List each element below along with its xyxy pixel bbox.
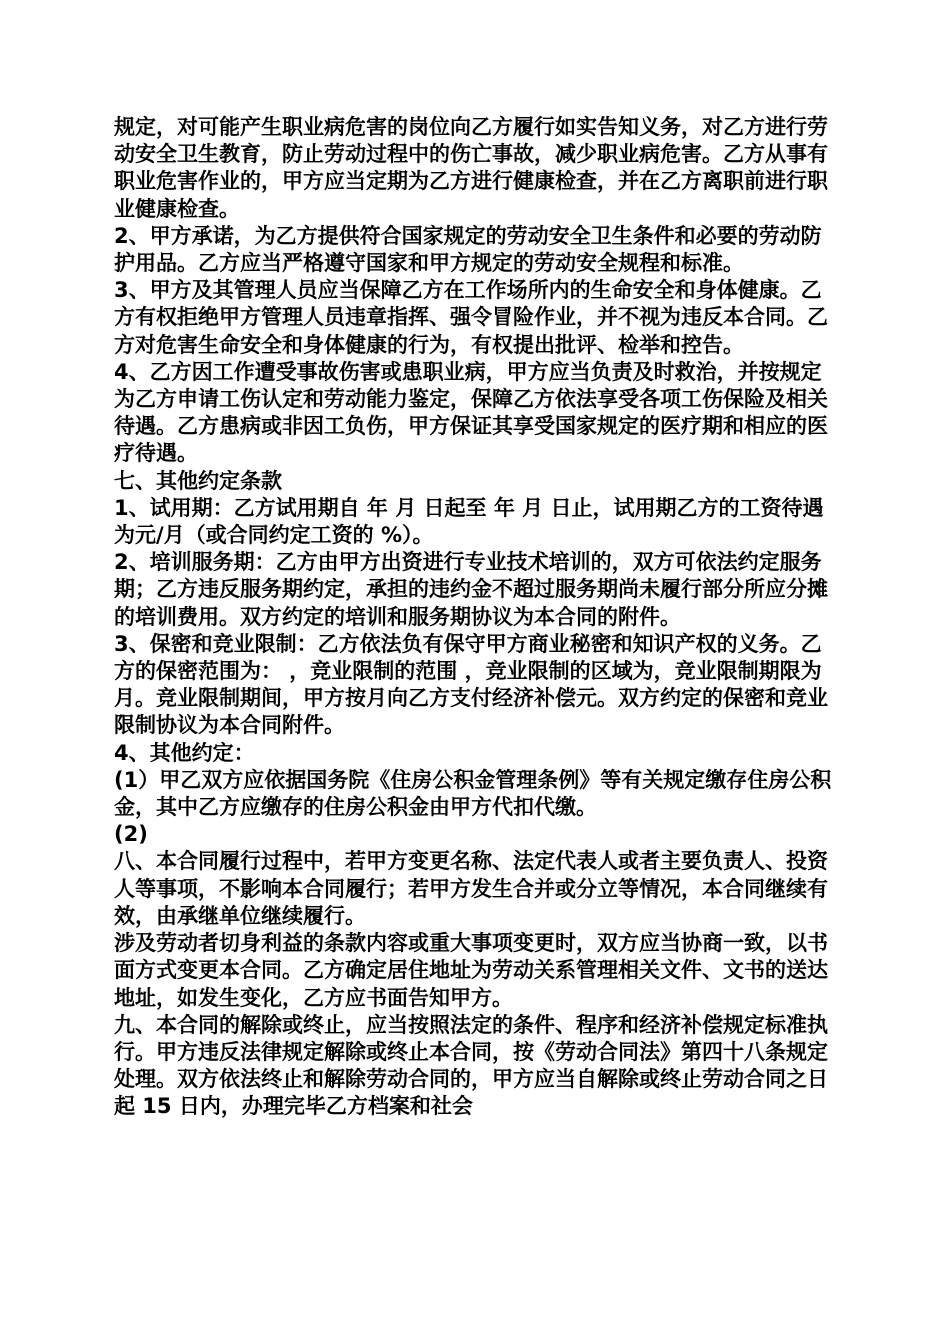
paragraph-contract-modification: 涉及劳动者切身利益的条款内容或重大事项变更时，双方应当协商一致，以书面方式变更本合同。乙方确定居住地址为劳动关系管理相关文件、文书的送达地址，如发生变化，乙方应书面告知甲方。 (114, 931, 828, 1010)
section-heading-other-terms: 七、其他约定条款 (114, 468, 282, 493)
paragraph-confidentiality-noncompete: 3、保密和竞业限制：乙方依法负有保守甲方商业秘密和知识产权的义务。乙方的保密范围为： ，竞业限制的范围 ，竞业限制的区域为，竞业限制期限为月。竞业限制期间，甲方按月向乙方支付经济补偿元。双方约定的保密和竞业限制协议为本合同附件。 (114, 631, 828, 738)
paragraph-occupational-health: 规定，对可能产生职业病危害的岗位向乙方履行如实告知义务，对乙方进行劳动安全卫生教育，防止劳动过程中的伤亡事故，减少职业病危害。乙方从事有职业危害作业的，甲方应当定期为乙方进行健康检查，并在乙方离职前进行职业健康检查。 (114, 115, 828, 221)
document-page (114, 114, 842, 1121)
paragraph-clause-2-safety-conditions: 2、甲方承诺，为乙方提供符合国家规定的劳动安全卫生条件和必要的劳动防护用品。乙方应当严格遵守国家和甲方规定的劳动安全规程和标准。 (114, 223, 822, 276)
paragraph-training-service-period: 2、培训服务期：乙方由甲方出资进行专业技术培训的，双方可依法约定服务期；乙方违反服务期约定，承担的违约金不超过服务期尚未履行部分所应分摊的培训费用。双方约定的培训和服务期协议为本合同的附件。 (114, 550, 828, 629)
paragraph-clause-4-work-injury: 4、乙方因工作遭受事故伤害或患职业病，甲方应当负责及时救治，并按规定为乙方申请工伤认定和劳动能力鉴定，保障乙方依法享受各项工伤保险及相关待遇。乙方患病或非因工负伤，甲方保证其享受国家规定的医疗期和相应的医疗待遇。 (114, 359, 828, 466)
paragraph-housing-fund: (1）甲乙双方应依据国务院《住房公积金管理条例》等有关规定缴存住房公积金，其中乙方应缴存的住房公积金由甲方代扣代缴。 (114, 767, 832, 820)
paragraph-clause-3-personal-safety: 3、甲方及其管理人员应当保障乙方在工作场所内的生命安全和身体健康。乙方有权拒绝甲方管理人员违章指挥、强令冒险作业，并不视为违反本合同。乙方对危害生命安全和身体健康的行为，有权提出批评、检举和控告。 (114, 278, 828, 357)
paragraph-section-9-termination: 九、本合同的解除或终止，应当按照法定的条件、程序和经济补偿规定标准执行。甲方违反法律规定解除或终止本合同，按《劳动合同法》第四十八条规定处理。双方依法终止和解除劳动合同的，甲方应当自解除或终止劳动合同之日起 15 日内，办理完毕乙方档案和社会 (114, 1012, 828, 1119)
paragraph-section-8-changes: 八、本合同履行过程中，若甲方变更名称、法定代表人或者主要负责人、投资人等事项，不影响本合同履行；若甲方发生合并或分立等情况，本合同继续有效，由承继单位继续履行。 (114, 849, 828, 928)
paragraph-item-2-blank: (2) (114, 822, 148, 847)
paragraph-other-agreements: 4、其他约定： (114, 740, 255, 765)
paragraph-probation-period: 1、试用期：乙方试用期自 年 月 日起至 年 月 日止，试用期乙方的工资待遇为元/月（或合同约定工资的 %）。 (114, 495, 824, 548)
